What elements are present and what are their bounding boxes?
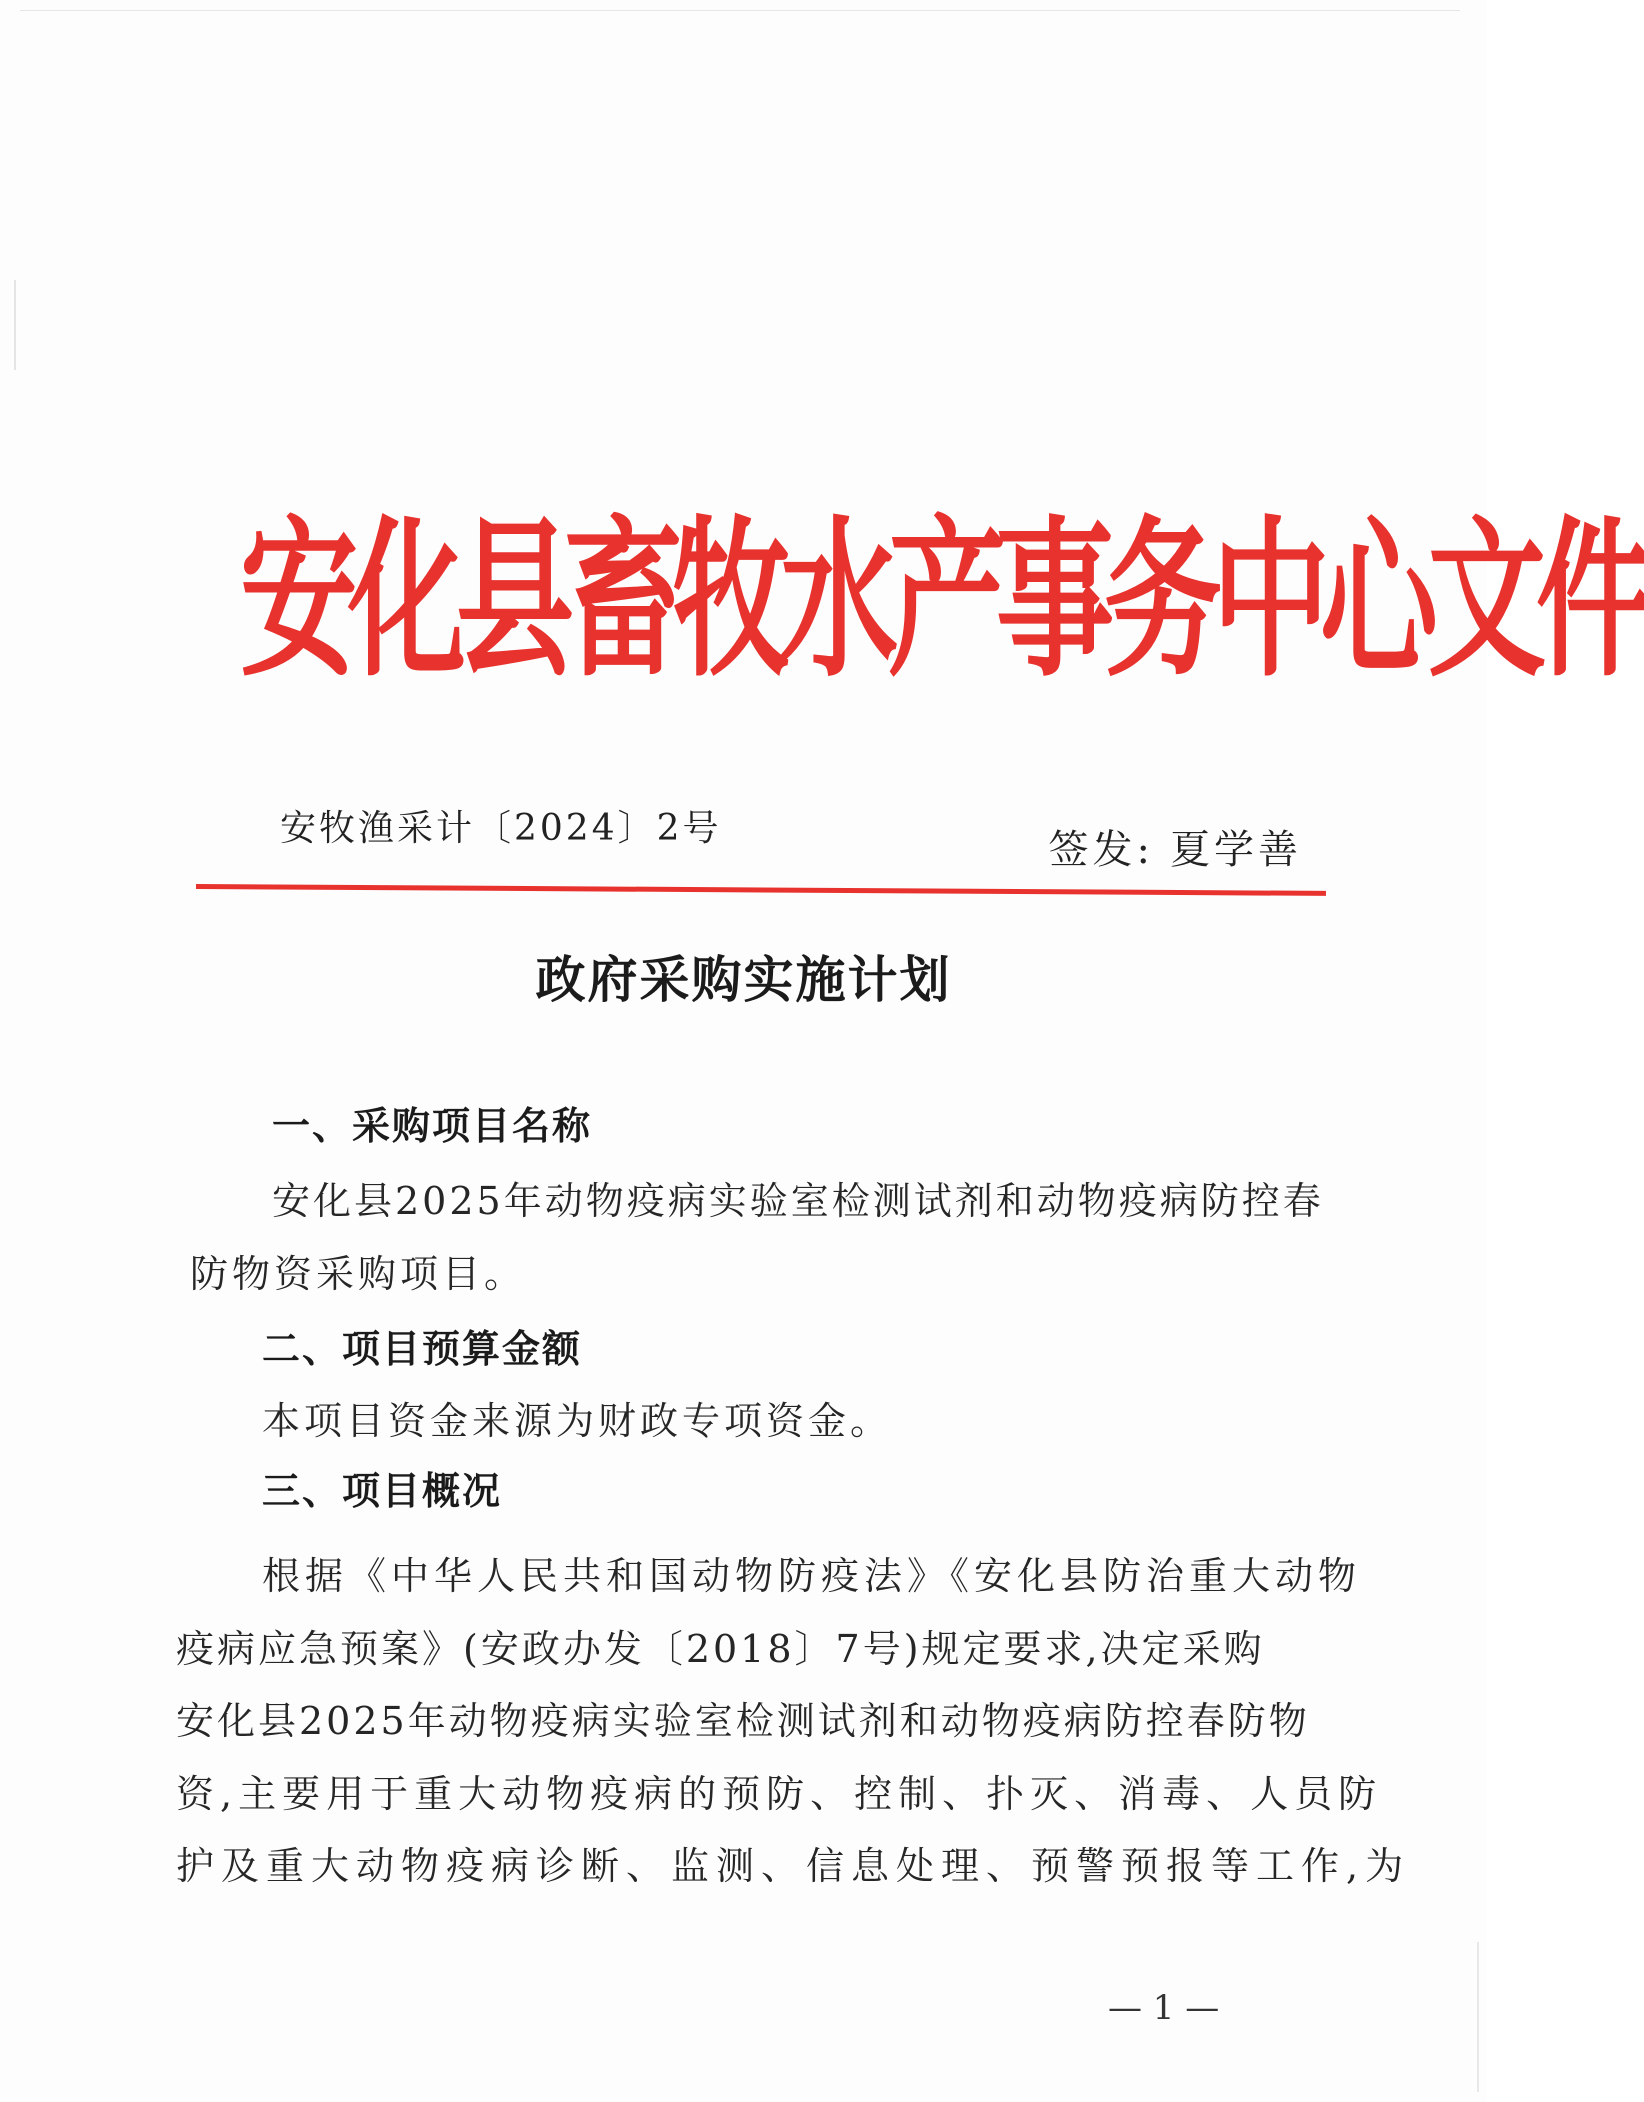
section-3-line-1: 根据《中华人民共和国动物防疫法》《安化县防治重大动物	[262, 1554, 1362, 1598]
page-number: — 1 —	[1108, 1988, 1220, 2028]
scan-artifact-right	[1477, 1942, 1479, 2092]
section-1-line-2: 防物资采购项目。	[190, 1252, 527, 1296]
issuer-label: 签发:	[1048, 827, 1154, 873]
red-divider-rule	[196, 884, 1326, 896]
scan-artifact-left	[14, 280, 16, 370]
section-3-line-4: 资,主要用于重大动物疫病的预防、控制、扑灭、消毒、人员防	[176, 1772, 1383, 1816]
section-3-line-2: 疫病应急预案》(安政办发〔2018〕7号)规定要求,决定采购	[176, 1627, 1265, 1671]
section-heading-3: 三、项目概况	[262, 1469, 503, 1513]
issuer-signature-line	[1049, 818, 1302, 875]
section-2-line-1: 本项目资金来源为财政专项资金。	[262, 1399, 893, 1443]
scan-edge-line	[20, 10, 1460, 11]
plan-title: 政府采购实施计划	[535, 950, 952, 1009]
section-3-line-3: 安化县2025年动物疫病实验室检测试剂和动物疫病防控春防物	[176, 1699, 1310, 1743]
issuer-name: 夏学善	[1170, 827, 1302, 873]
section-3-line-5: 护及重大动物疫病诊断、监测、信息处理、预警预报等工作,为	[176, 1844, 1411, 1888]
red-header-title: 安化县畜牧水产事务中心文件	[240, 499, 1644, 701]
section-heading-1: 一、采购项目名称	[272, 1104, 593, 1148]
document-number: 安牧渔采计〔2024〕2号	[280, 808, 722, 849]
section-heading-2: 二、项目预算金额	[262, 1327, 583, 1371]
section-1-line-1: 安化县2025年动物疫病实验室检测试剂和动物疫病防控春	[272, 1179, 1324, 1223]
